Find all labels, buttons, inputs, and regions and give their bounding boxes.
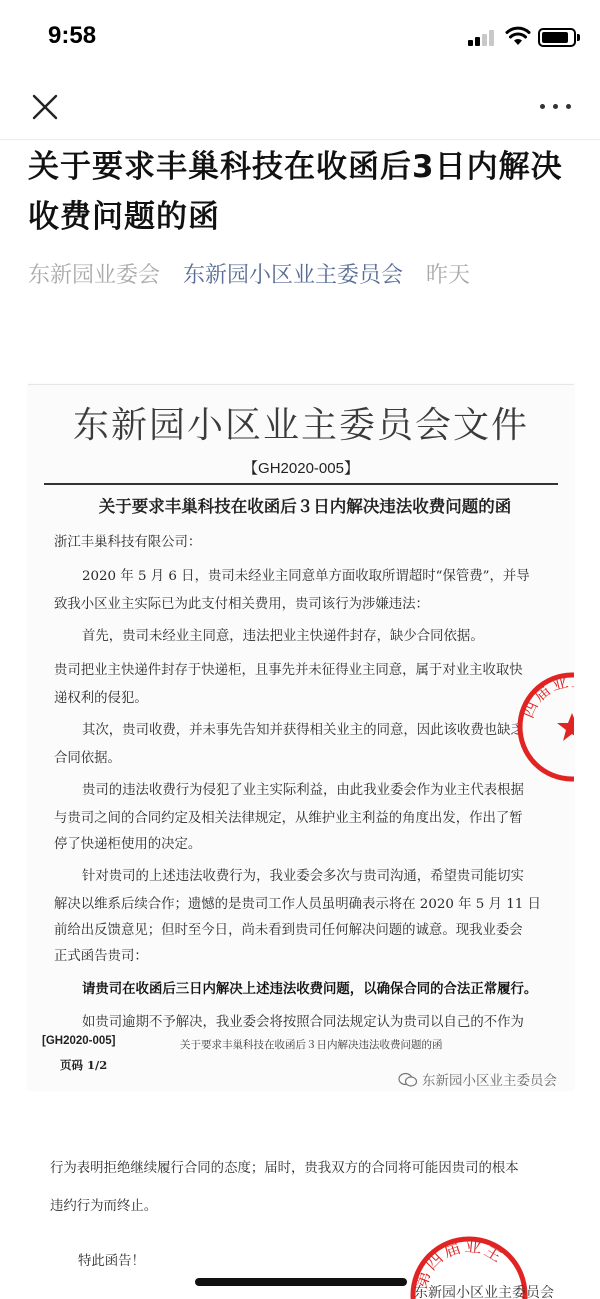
body-line: 正式函告贵司：	[54, 949, 148, 964]
status-time: 9:58	[48, 22, 97, 49]
wifi-icon	[505, 26, 531, 46]
body-line: 合同依据。	[54, 751, 121, 766]
body-line: 前给出反馈意见；但时至今日，尚未看到贵司任何解决问题的诚意。现我业委会	[54, 923, 523, 938]
svg-text:四届业主	[518, 671, 592, 721]
watermark	[398, 1069, 557, 1089]
cellular-signal-icon	[468, 30, 496, 46]
footer-title: 关于要求丰巢科技在收函后３日内解决违法收费问题的函	[180, 1039, 443, 1051]
article-title: 关于要求丰巢科技在收函后3日内解决收费问题的函	[28, 149, 563, 235]
body-line: 违约行为而终止。	[50, 1199, 158, 1214]
body-line: 行为表明拒绝继续履行合同的态度；届时，贵我双方的合同将可能因贵司的根本	[50, 1161, 519, 1176]
home-indicator[interactable]	[195, 1278, 407, 1286]
signature: 东新园小区业主委员会	[414, 1285, 554, 1299]
page2-text	[50, 1150, 590, 1226]
body-line: 2020 年 5 月 6 日，贵司未经业主同意单方面收取所谓超时“保管费”，并导	[82, 569, 530, 584]
document-body	[54, 526, 560, 1040]
body-line: 浙江丰巢科技有限公司：	[54, 535, 202, 550]
closing-line: 特此函告！	[78, 1254, 145, 1269]
more-icon[interactable]	[536, 94, 576, 118]
document-page-2	[28, 1100, 600, 1299]
body-line: 首先，贵司未经业主同意，违法把业主快递件封存，缺少合同依据。	[82, 629, 484, 644]
article-meta	[28, 256, 588, 296]
body-line: 其次，贵司收费，并未事先告知并获得相关业主的同意，因此该收费也缺乏	[82, 723, 524, 738]
body-line: 停了快递柜使用的决定。	[54, 837, 202, 852]
nav-bar	[0, 72, 600, 140]
watermark-text: 东新园小区业主委员会	[422, 1073, 557, 1089]
page-number: 页码 1/2	[60, 1058, 108, 1072]
article-author: 东新园业委会	[28, 263, 161, 288]
body-line: 与贵司之间的合同约定及相关法律规定，从维护业主利益的角度出发，作出了暂	[54, 811, 523, 826]
publish-date: 昨天	[426, 263, 471, 288]
document-heading: 东新园小区业主委员会文件	[72, 405, 529, 446]
document-subject: 关于要求丰巢科技在收函后３日内解决违法收费问题的函	[98, 497, 512, 516]
footer-code: [GH2020-005]	[42, 1035, 116, 1047]
document-number: 【GH2020-005】	[243, 460, 359, 477]
body-line: 贵司的违法收费行为侵犯了业主实际利益，由此我业委会作为业主代表根据	[82, 783, 524, 798]
status-bar	[0, 0, 600, 72]
body-line: 递权利的侵犯。	[54, 691, 148, 706]
body-line: 如贵司逾期不予解决，我业委会将按照合同法规定认为贵司以自己的不作为	[82, 1015, 524, 1030]
wechat-icon	[398, 1072, 418, 1088]
body-line: 针对贵司的上述违法收费行为，我业委会多次与贵司沟通，希望贵司能切实	[82, 869, 524, 884]
body-line: 请贵司在收函后三日内解决上述违法收费问题，以确保合同的合法正常履行。	[82, 981, 538, 997]
account-name-link[interactable]: 东新园小区业主委员会	[183, 263, 404, 288]
close-icon[interactable]	[28, 90, 62, 124]
body-line: 贵司把业主快递件封存于快递柜，且事先并未征得业主同意，属于对业主收取快	[54, 663, 523, 678]
seal-text: 第四届业主	[411, 1236, 508, 1292]
body-line: 解决以维系后续合作；遗憾的是贵司工作人员虽明确表示将在 2020 年 5 月 11 日	[54, 897, 541, 912]
body-line: 致我小区业主实际已为此支付相关费用，贵司该行为涉嫌违法：	[54, 597, 429, 612]
official-seal-icon	[510, 665, 592, 785]
document-image[interactable]	[28, 384, 592, 1090]
battery-icon	[538, 28, 576, 47]
seal-text: 四届业主	[518, 671, 592, 721]
document-divider	[44, 483, 558, 485]
battery-level	[542, 32, 568, 43]
